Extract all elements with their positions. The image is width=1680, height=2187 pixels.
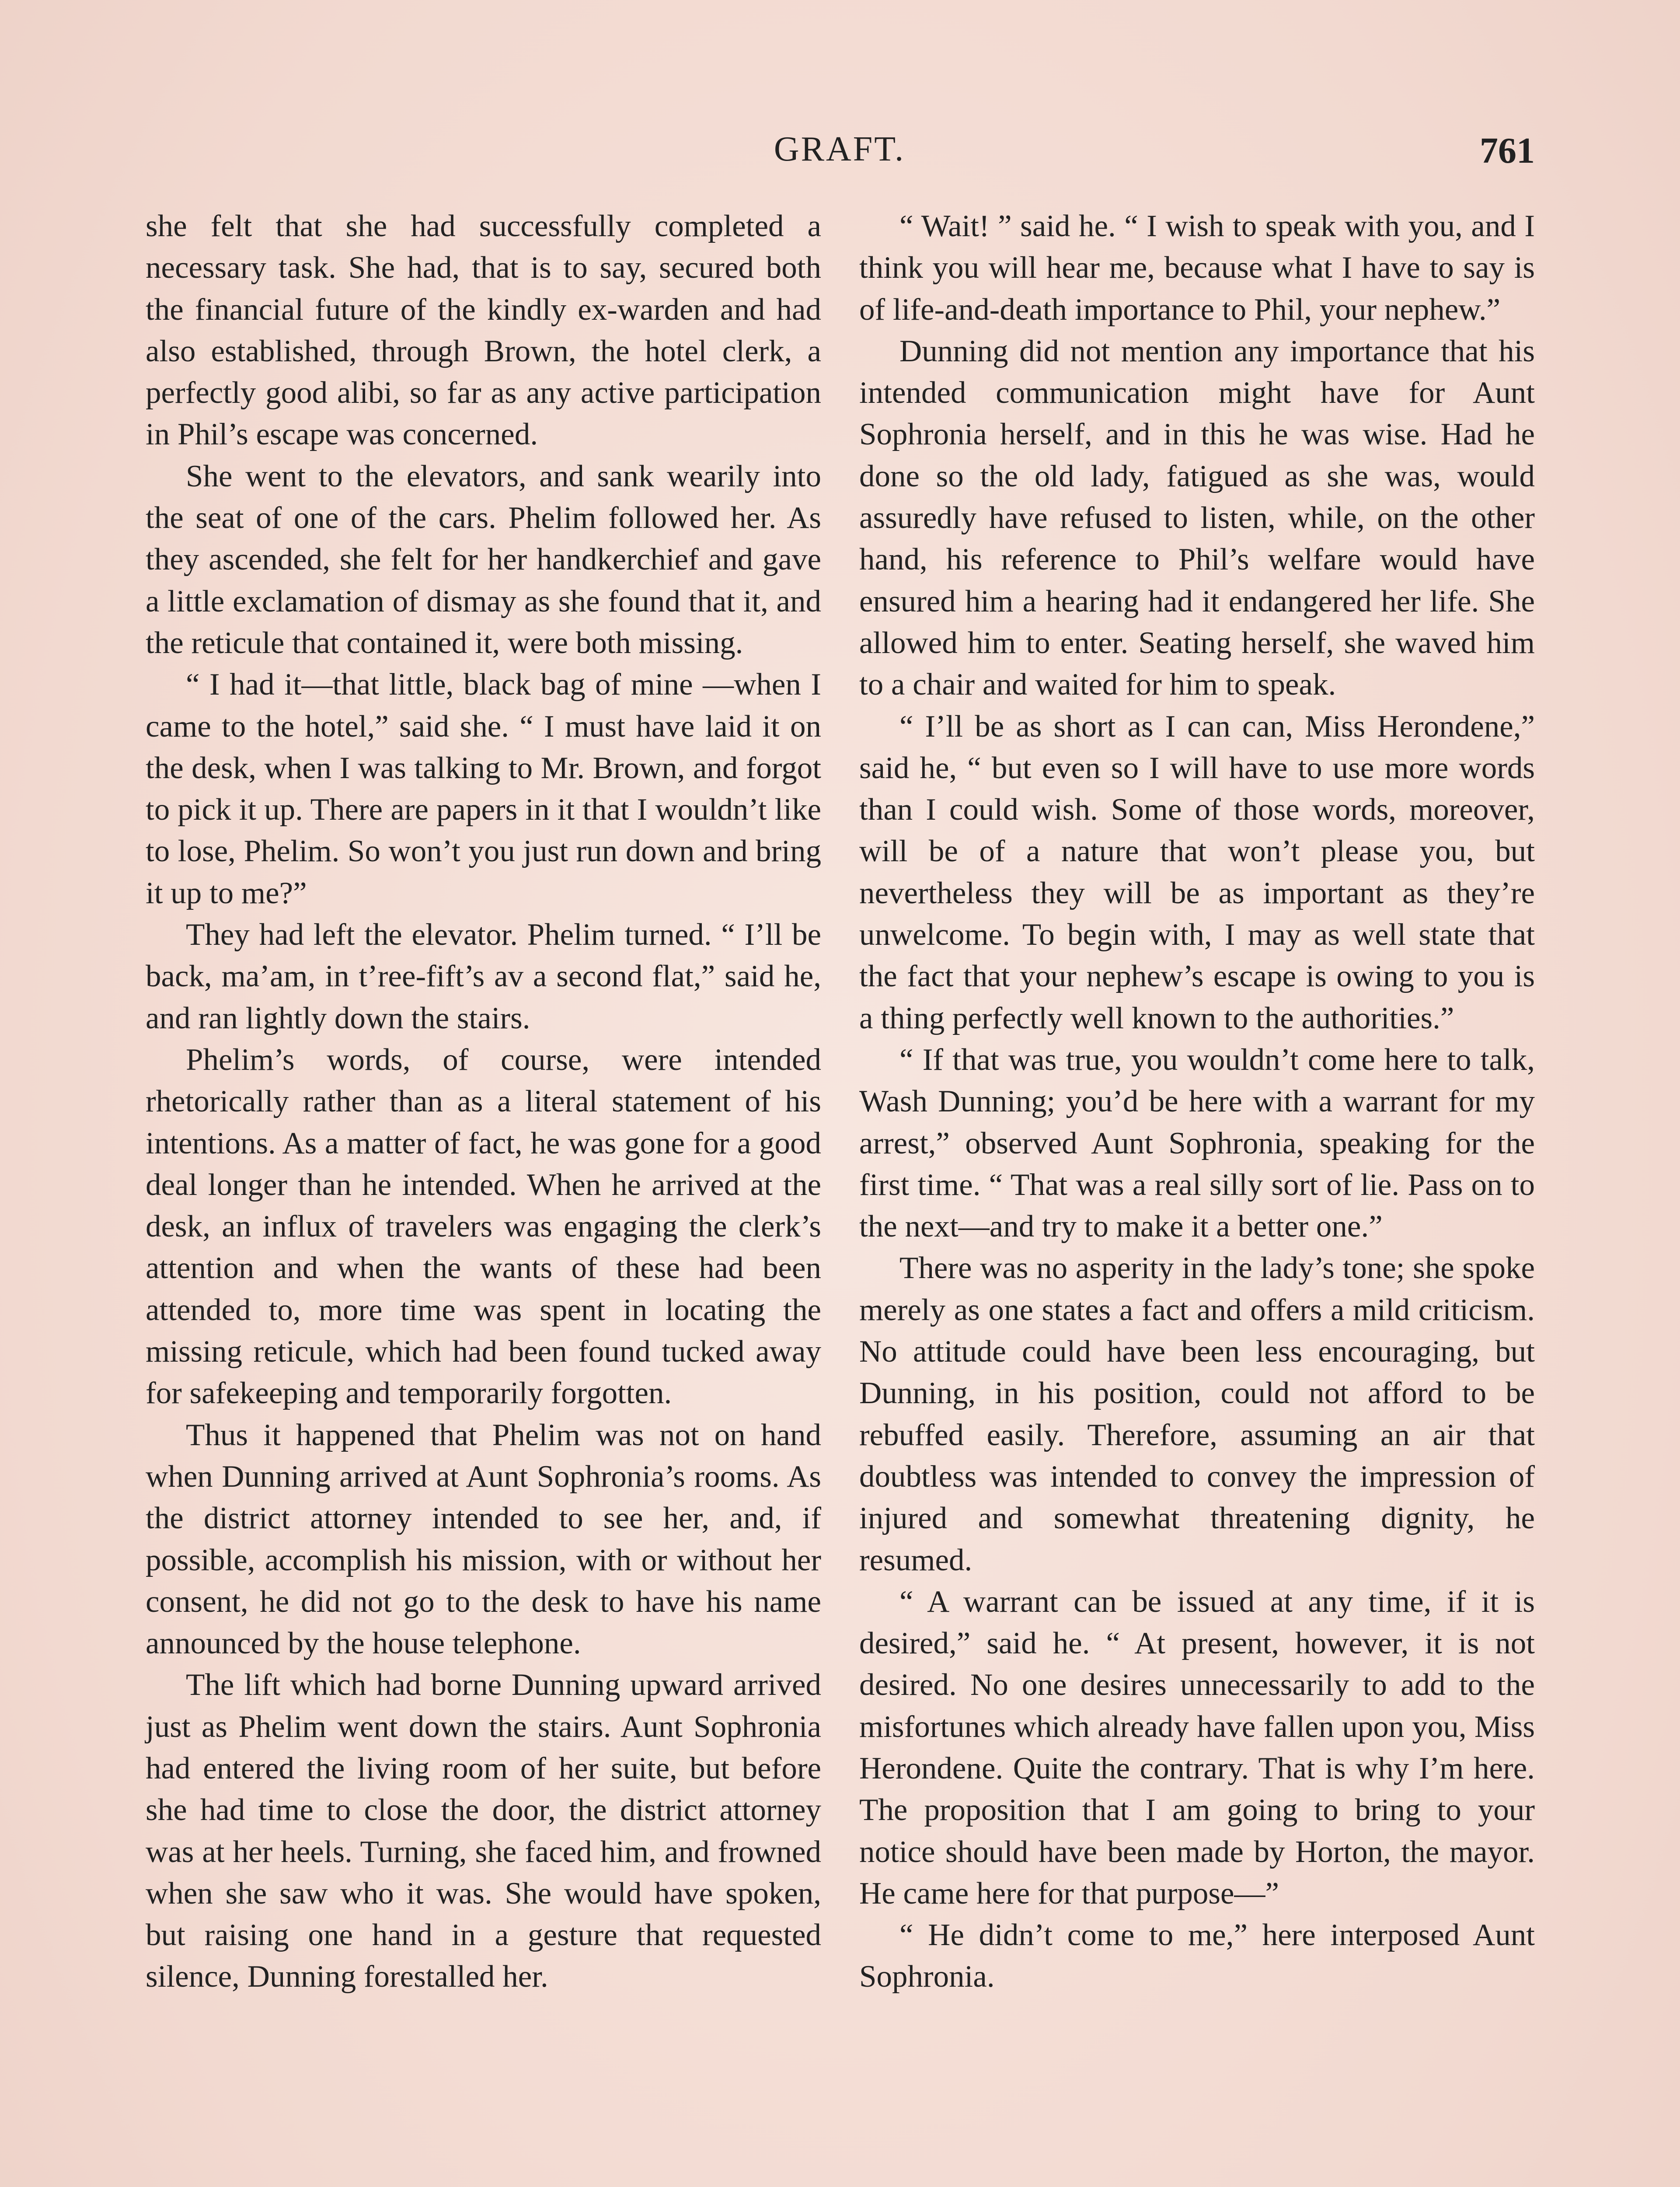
paragraph: She went to the elevators, and sank wearily into the seat of one of the cars. Phelim followed her. As they ascended, she felt for her handkerchief and gave a little exclamation of dismay as she found that it, and the reticule that contained it, were both missing. — [146, 459, 821, 660]
paragraph: “ He didn’t come to me,” here interposed Aunt Sophronia. — [859, 1918, 1535, 1994]
paragraph: The lift which had borne Dunning upward arrived just as Phelim went down the stairs. Aunt Sophronia had entered the living room of her suite, but before she had time to close the door, the district attorney was at her heels. Turning, she faced him, and frowned when she saw who it was. She would have spoken, but raising one hand in a gesture that requested silence, Dunning forestalled her. — [146, 1668, 821, 1994]
right-column — [859, 206, 1535, 1998]
page-header — [144, 129, 1535, 178]
paragraph: There was no asperity in the lady’s tone; she spoke merely as one states a fact and offers a mild criticism. No attitude could have been less encouraging, but Dunning, in his position, could not afford to be rebuffed easily. Therefore, assuming an air that doubtless was intended to convey the impression of injured and somewhat threatening dignity, he resumed. — [859, 1251, 1535, 1577]
paragraph: Phelim’s words, of course, were intended rhetorically rather than as a literal statement of his intentions. As a matter of fact, he was gone for a good deal longer than he intended. When he arrived at the desk, an influx of travelers was engaging the clerk’s attention and when the wants of these had been attended to, more time was spent in locating the missing reticule, which had been found tucked away for safekeeping and temporarily forgotten. — [146, 1042, 821, 1411]
running-head: GRAFT. — [774, 130, 906, 168]
paragraph: “ I’ll be as short as I can can, Miss Herondene,” said he, “ but even so I will have to use more words than I could wish. Some of those words, moreover, will be of a nature that won’t please you, but nevertheless they will be as important as they’re unwelcome. To begin with, I may as well state that the fact that your nephew’s escape is owing to you is a thing perfectly well known to the authorities.” — [859, 709, 1535, 1035]
paragraph: “ If that was true, you wouldn’t come here to talk, Wash Dunning; you’d be here with a warrant for my arrest,” observed Aunt Sophronia, speaking for the first time. “ That was a real silly sort of lie. Pass on to the next—and try to make it a better one.” — [859, 1042, 1535, 1244]
paragraph: They had left the elevator. Phelim turned. “ I’ll be back, ma’am, in t’ree-fift’s av a second flat,” said he, and ran lightly down the stairs. — [146, 918, 821, 1035]
paragraph: she felt that she had successfully completed a necessary task. She had, that is to say, secured both the financial future of the kindly ex-warden and had also established, through Brown, the hotel clerk, a perfectly good alibi, so far as any active participation in Phil’s escape was concerned. — [146, 209, 821, 452]
left-column — [146, 206, 821, 1998]
paragraph: “ Wait! ” said he. “ I wish to speak with you, and I think you will hear me, because what I have to say is of life-and-death importance to Phil, your nephew.” — [859, 209, 1535, 327]
paragraph: Dunning did not mention any importance that his intended communication might have for Aunt Sophronia herself, and in this he was wise. Had he done so the old lady, fatigued as she was, would assuredly have refused to listen, while, on the other hand, his reference to Phil’s welfare would have ensured him a hearing had it endangered her life. She allowed him to enter. Seating herself, she waved him to a chair and waited for him to speak. — [859, 334, 1535, 702]
paragraph: “ I had it—that little, black bag of mine —when I came to the hotel,” said she. “ I must have laid it on the desk, when I was talking to Mr. Brown, and forgot to pick it up. There are papers in it that I wouldn’t like to lose, Phelim. So won’t you just run down and bring it up to me?” — [146, 667, 821, 910]
page-number: 761 — [1480, 130, 1535, 171]
paragraph: “ A warrant can be issued at any time, if it is desired,” said he. “ At present, however, it is not desired. No one desires unnecessarily to add to the misfortunes which already have fallen upon you, Miss Herondene. Quite the contrary. That is why I’m here. The proposition that I am going to bring to your notice should have been made by Horton, the mayor. He came here for that purpose—” — [859, 1584, 1535, 1911]
paragraph: Thus it happened that Phelim was not on hand when Dunning arrived at Aunt Sophronia’s rooms. As the district attorney intended to see her, and, if possible, accomplish his mission, with or without her consent, he did not go to the desk to have his name announced by the house telephone. — [146, 1418, 821, 1661]
